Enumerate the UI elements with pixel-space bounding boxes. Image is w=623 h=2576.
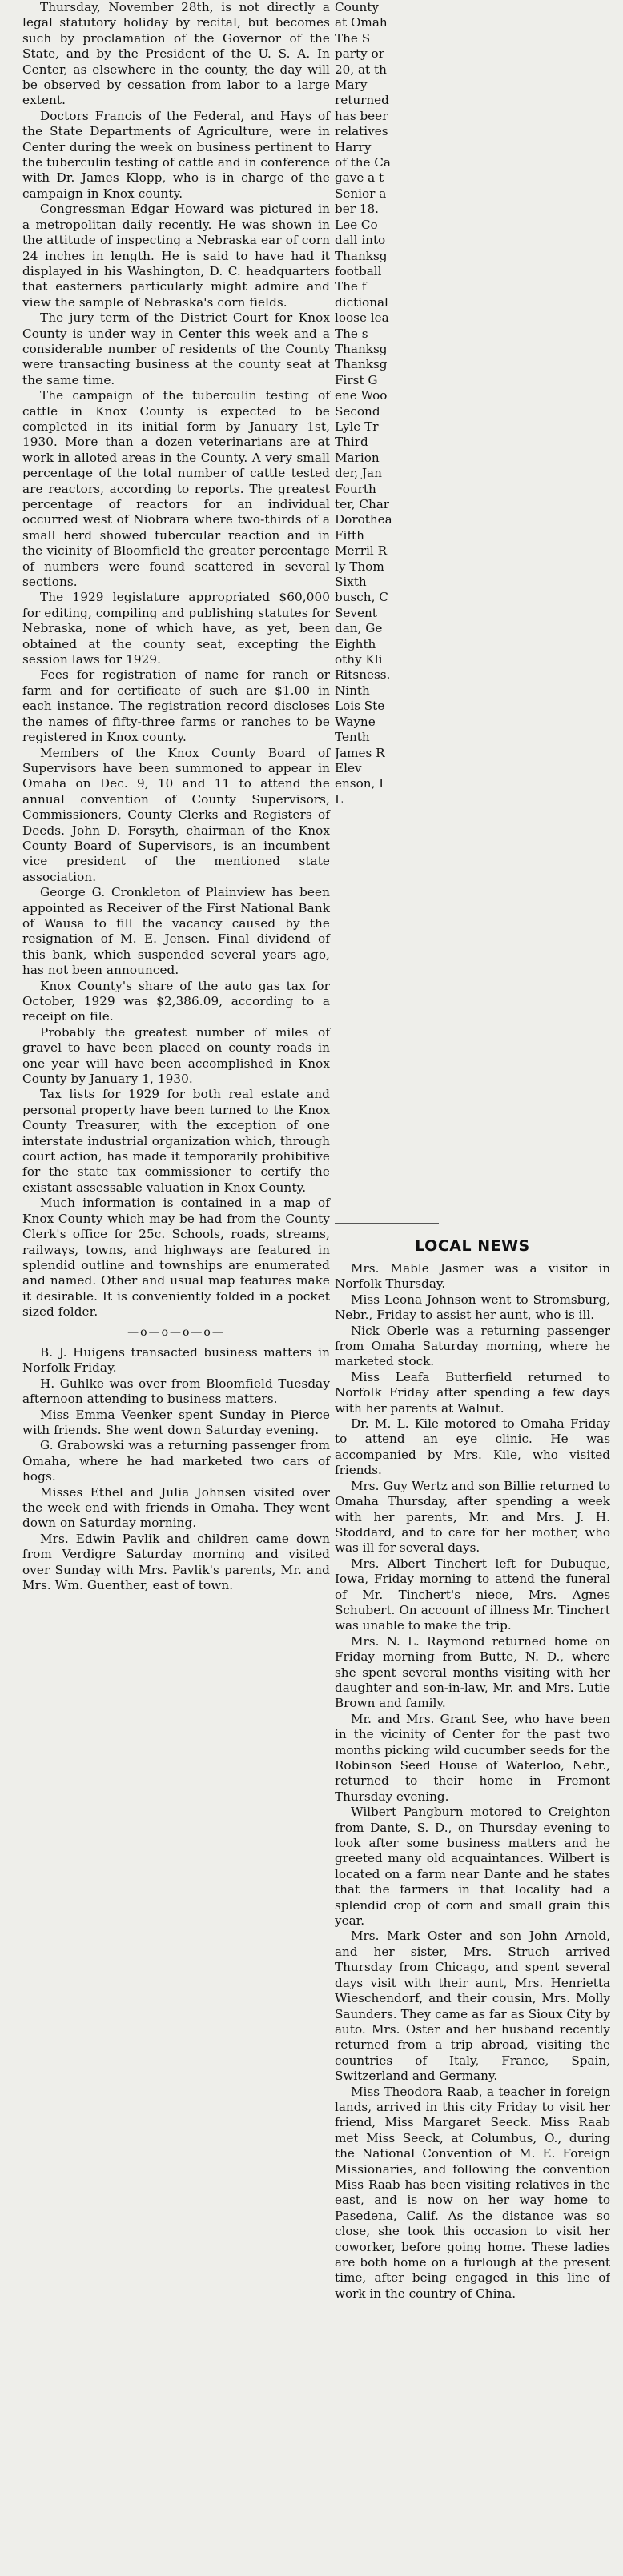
cropped-line: Senior a bbox=[335, 186, 387, 201]
cropped-line: Fourth bbox=[335, 481, 376, 496]
cropped-line: gave a t bbox=[335, 170, 384, 186]
news-item: Dr. M. L. Kile motored to Omaha Friday to attend an eye clinic. He was accompanied by Mrs. Kile, who visited friends. bbox=[335, 1416, 610, 1478]
cropped-line: Marion bbox=[335, 450, 380, 465]
cropped-line: Harry bbox=[335, 139, 372, 154]
article-gas-tax: Knox County's share of the auto gas tax for October, 1929 was $2,386.09, according to a receipt on file. bbox=[22, 978, 330, 1024]
personal-item: Misses Ethel and Julia Johnsen visited over the week end with friends in Omaha. They went down on Saturday morning. bbox=[22, 1484, 330, 1531]
cropped-line: Sixth bbox=[335, 575, 367, 590]
news-item: Mrs. N. L. Raymond returned home on Friday morning from Butte, N. D., where she spent several months visiting with her daughter and son-in-law, Mr. and Mrs. Lutie Brown and family. bbox=[335, 1633, 610, 1711]
personal-item: H. Guhlke was over from Bloomfield Tuesday afternoon attending to business matters. bbox=[22, 1376, 330, 1407]
cropped-line: relatives bbox=[335, 124, 388, 139]
news-item: Mrs. Albert Tinchert left for Dubuque, Iowa, Friday morning to attend the funeral of Mr. Tinchert's niece, Mrs. Agnes Schubert. On account of illness Mr. Tinchert was unable to make the trip. bbox=[335, 1556, 610, 1633]
news-item: Mrs. Mark Oster and son John Arnold, and her sister, Mrs. Struch arrived Thursday from Chicago, and spent several days visit with their aunt, Mrs. Henrietta Wieschendorf, and their cousin, Mrs. Molly Saunders. They came as far as Sioux City by auto. Mrs. Oster and her husband recently returned from a trip abroad, visiting the countries of Italy, France, Spain, Switzerland and Germany. bbox=[335, 1929, 610, 2084]
cropped-line: at Omah bbox=[335, 15, 388, 30]
article-thanksgiving-holiday: Thursday, November 28th, is not directly a legal statutory holiday by recital, but becomes such by proclamation of the Governor of the State, and by the President of the U. S. A. In Center, as elsewhere in the county, the day will be observed by cessation from labor to a large extent. bbox=[22, 0, 330, 108]
article-tax-lists: Tax lists for 1929 for both real estate and personal property have been turned to the Knox County Treasurer, with the exception of one interstate industrial organization which, through court action, has made it temporarily prohibitive for the state tax commissioner to certify the existant assessable valuation in Knox County. bbox=[22, 1087, 330, 1195]
cropped-line: Merril R bbox=[335, 543, 388, 559]
news-item: Mrs. Mable Jasmer was a visitor in Norfolk Thursday. bbox=[335, 1261, 610, 1292]
cropped-line: enson, I bbox=[335, 776, 384, 791]
cropped-line: Tenth bbox=[335, 730, 370, 745]
cropped-line: ter, Char bbox=[335, 497, 390, 511]
article-legislature: The 1929 legislature appropriated $60,000 for editing, compiling and publishing statutes for Nebraska, none of which have, as yet, been obtained at the county seat, excepting the session laws for 1929. bbox=[22, 590, 330, 667]
news-item: Wilbert Pangburn motored to Creighton from Dante, S. D., on Thursday evening to look after some business matters and he greeted many old acquaintances. Wilbert is located on a farm near Dante and he states that the farmers in that locality had a splendid crop of corn and small grain this year. bbox=[335, 1805, 610, 1929]
personal-item: Miss Emma Veenker spent Sunday in Pierce with friends. She went down Saturday evening. bbox=[22, 1407, 330, 1437]
cropped-line: Fifth bbox=[335, 527, 364, 543]
news-item: Mr. and Mrs. Grant See, who have been in the vicinity of Center for the past two months picking wild cucumber seeds for the Robinson Seed House of Waterloo, Nebr., returned to their home in Fremont Thursday evening. bbox=[335, 1711, 610, 1804]
cropped-line: der, Jan bbox=[335, 466, 382, 481]
cropped-line: dall into bbox=[335, 233, 386, 248]
cropped-line: 20, at th bbox=[335, 62, 387, 77]
cropped-line: Mary bbox=[335, 78, 368, 93]
cropped-line: Lee Co bbox=[335, 217, 378, 232]
cropped-line: dictional bbox=[335, 294, 388, 310]
cropped-line: othy Kli bbox=[335, 652, 383, 667]
cropped-line: dan, Ge bbox=[335, 621, 383, 636]
section-separator: —o—o—o—o— bbox=[127, 1325, 225, 1339]
cropped-line: Elev bbox=[335, 760, 362, 775]
local-news-section bbox=[335, 1229, 610, 2576]
cropped-line: Third bbox=[335, 435, 368, 450]
cropped-line: First G bbox=[335, 372, 378, 387]
cropped-line: party or bbox=[335, 46, 384, 62]
left-news-column bbox=[22, 0, 330, 2576]
article-tuberculin-campaign: The campaign of the tuberculin testing of cattle in Knox County is expected to be completed in its initial form by January 1st, 1930. More than a dozen veterinarians are at work in alloted areas in the County. A very small percentage of the total number of cattle tested are reactors, according to reports. The greatest percentage of reactors for an individual occurred west of Niobrara where two-thirds of a small herd showed tubercular reaction and in the vicinity of Bloomfield the greater percentage of numbers were found scattered in several sections. bbox=[22, 388, 330, 590]
personal-item: Mrs. Edwin Pavlik and children came down from Verdigre Saturday morning and visited over Sunday with Mrs. Pavlik's parents, Mr. and Mrs. Wm. Guenther, east of town. bbox=[22, 1531, 330, 1593]
cropped-line: ber 18. bbox=[335, 202, 379, 217]
personal-item: G. Grabowski was a returning passenger from Omaha, where he had marketed two cars of hogs. bbox=[22, 1438, 330, 1484]
cropped-line: has beer bbox=[335, 108, 388, 123]
cropped-line: The f bbox=[335, 279, 367, 294]
cropped-line: Sevent bbox=[335, 605, 377, 620]
cropped-line: The S bbox=[335, 30, 371, 46]
article-cronkleton-receiver: George G. Cronkleton of Plainview has been appointed as Receiver of the First National Bank of Wausa to fill the vacancy caused by the resignation of M. E. Jensen. Final dividend of this bank, which suspended several years ago, has not been announced. bbox=[22, 885, 330, 978]
cropped-line: Wayne bbox=[335, 714, 376, 729]
article-gravel-roads: Probably the greatest number of miles of gravel to have been placed on county roads in one year will have been accomplished in Knox County by January 1, 1930. bbox=[22, 1024, 330, 1087]
cropped-line: Lyle Tr bbox=[335, 419, 379, 434]
cropped-line: Second bbox=[335, 403, 380, 419]
cropped-line: Lois Ste bbox=[335, 699, 385, 714]
cropped-line: returned bbox=[335, 93, 389, 108]
article-congressman-howard: Congressman Edgar Howard was pictured in a metropolitan daily recently. He was shown in the attitude of inspecting a Nebraska ear of corn 24 inches in length. He is said to have had it displayed in his Washington, D. C. headquarters that easterners particularly might admire and view the sample of Nebraska's corn fields. bbox=[22, 202, 330, 310]
article-registration-fees: Fees for registration of name for ranch or farm and for certificate of such are $1.00 in each instance. The registration record discloses the names of fifty-three farms or ranches to be registered in Knox county. bbox=[22, 667, 330, 745]
cropped-line: ly Thom bbox=[335, 559, 384, 574]
news-item: Nick Oberle was a returning passenger from Omaha Saturday morning, where he marketed stock. bbox=[335, 1323, 610, 1369]
cropped-line: Thanksg bbox=[335, 357, 388, 372]
right-cropped-column bbox=[335, 0, 437, 1232]
cropped-line: Eighth bbox=[335, 636, 376, 651]
cropped-line: The s bbox=[335, 326, 368, 341]
news-item: Mrs. Guy Wertz and son Billie returned to Omaha Thursday, after spending a week with her parents, Mr. and Mrs. J. H. Stoddard, and to care for her mother, who was ill for several days. bbox=[335, 1478, 610, 1556]
cropped-line: ene Woo bbox=[335, 388, 388, 403]
article-supervisors: Members of the Knox County Board of Supervisors have been summoned to appear in Omaha on Dec. 9, 10 and 11 to attend the annual convention of County Supervisors, Commissioners, County Clerks and Registers of Deeds. John D. Forsyth, chairman of the Knox County Board of Supervisors, is an incumbent vice president of the mentioned state association. bbox=[22, 745, 330, 884]
cropped-line: Ritsness. bbox=[335, 667, 391, 683]
local-news-heading: LOCAL NEWS bbox=[415, 1237, 530, 1255]
news-item: Miss Leona Johnson went to Stromsburg, Nebr., Friday to assist her aunt, who is ill. bbox=[335, 1292, 610, 1323]
cropped-line: County bbox=[335, 0, 380, 14]
news-item: Miss Leafa Butterfield returned to Norfolk Friday after spending a few days with her parents at Walnut. bbox=[335, 1369, 610, 1416]
cropped-line: Dorothea bbox=[335, 512, 392, 527]
cropped-line: Ninth bbox=[335, 683, 370, 698]
article-doctors-tuberculin: Doctors Francis of the Federal, and Hays of the State Departments of Agriculture, were in Center during the week on business pertinent to the tuberculin testing of cattle and in conference with Dr. James Klopp, who is in charge of the campaign in Knox county. bbox=[22, 108, 330, 201]
cropped-line: Thanksg bbox=[335, 341, 388, 356]
article-jury-term: The jury term of the District Court for Knox County is under way in Center this week and a considerable number of residents of the County were transacting business at the county seat at the same time. bbox=[22, 310, 330, 387]
cropped-line: L bbox=[335, 791, 344, 807]
cropped-line: football bbox=[335, 263, 382, 278]
personal-item: B. J. Huigens transacted business matters in Norfolk Friday. bbox=[22, 1344, 330, 1376]
article-county-map: Much information is contained in a map of Knox County which may be had from the County Clerk's office for 25c. Schools, roads, streams, railways, towns, and highways are featured in splendid outline and townships are enumerated and named. Other and usual map features make it desirable. It is conveniently folded in a pocket sized folder. bbox=[22, 1196, 330, 1320]
cropped-line: busch, C bbox=[335, 590, 388, 605]
cropped-line: Thanksg bbox=[335, 248, 388, 263]
news-item: Miss Theodora Raab, a teacher in foreign lands, arrived in this city Friday to visit her friend, Miss Margaret Seeck. Miss Raab met Miss Seeck, at Columbus, O., during the National Convention of M. E. Foreign Missionaries, and following the convention Miss Raab has been visiting relatives in the east, and is now on her way home to Pasedena, Calif. As the distance was so close, she took this occasion to visit her coworker, before going home. These ladies are both home on a furlough at the present time, after being engaged in this line of work in the country of China. bbox=[335, 2084, 610, 2301]
cropped-line: loose lea bbox=[335, 310, 389, 326]
cropped-line: James R bbox=[335, 745, 385, 760]
column-divider bbox=[335, 1223, 439, 1224]
cropped-line: of the Ca bbox=[335, 155, 391, 170]
